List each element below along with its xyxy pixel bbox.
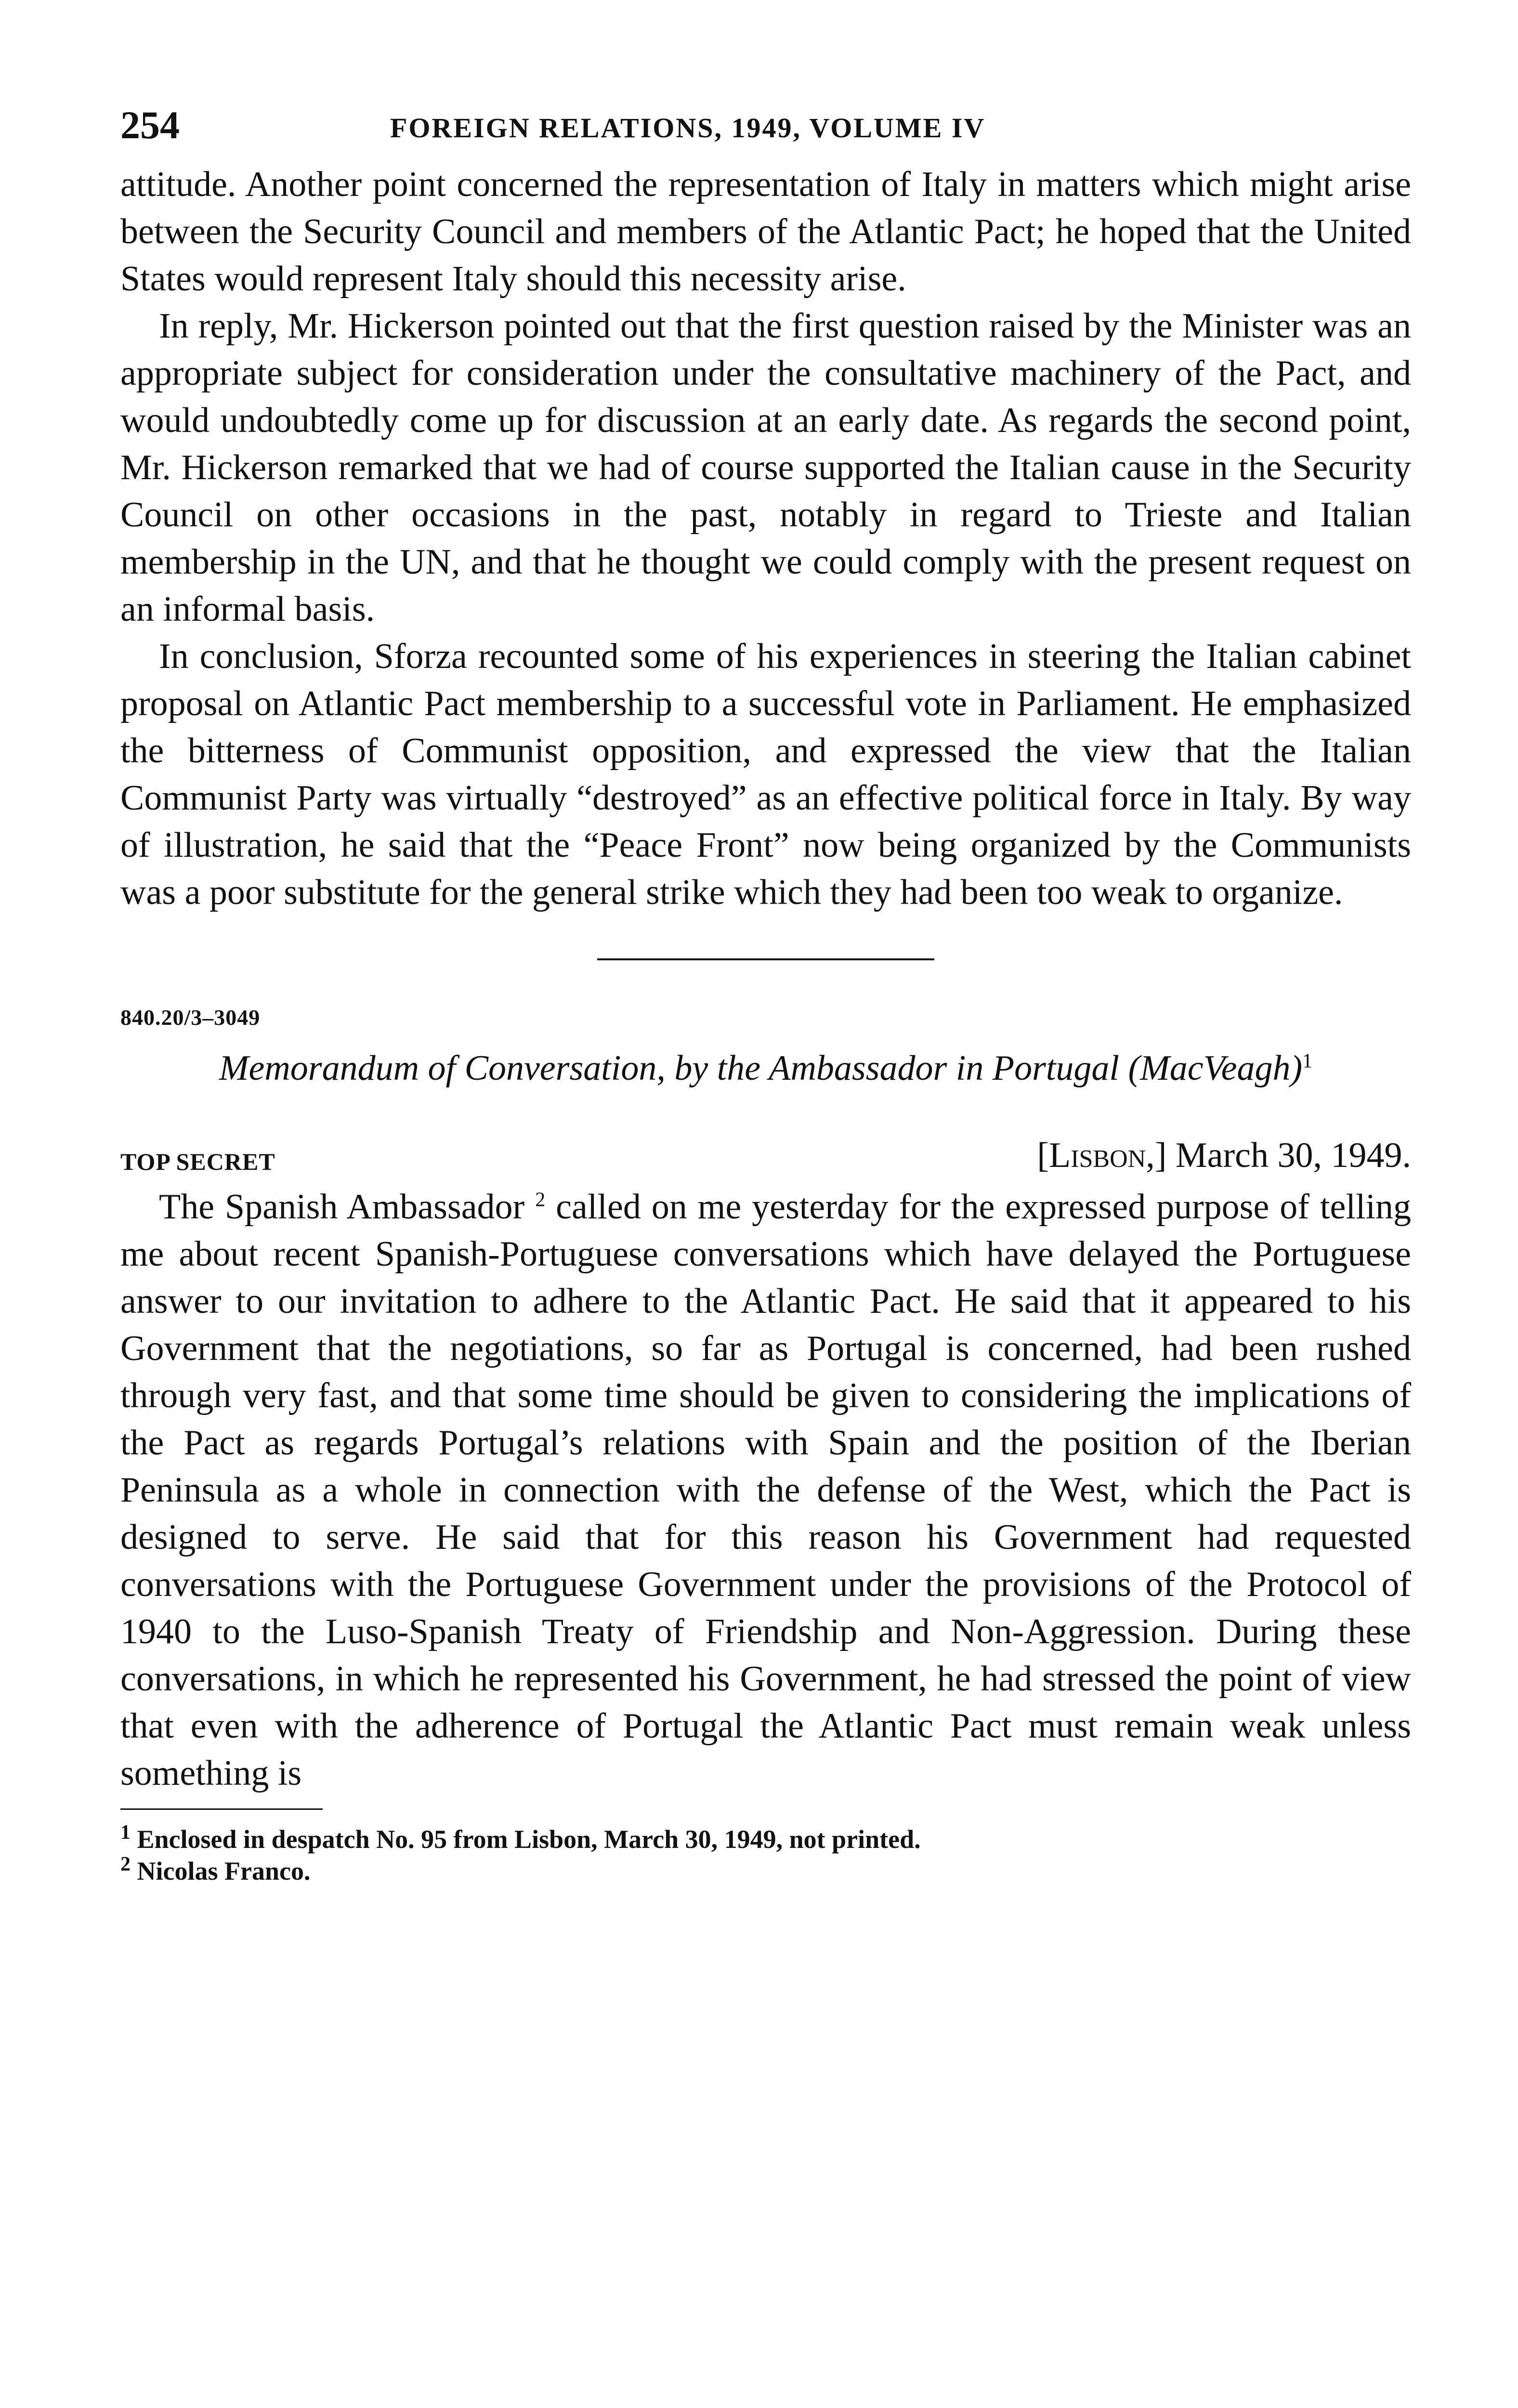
memorandum-body: [120, 1183, 1411, 1797]
place-date: [1037, 1135, 1411, 1176]
footnote-ref: 2: [535, 1189, 546, 1211]
section-divider: [597, 958, 934, 960]
file-number: 840.20/3–3049: [120, 1005, 261, 1030]
footnote-divider: [120, 1808, 323, 1810]
paragraph-text: The Spanish Ambassador: [159, 1187, 525, 1227]
continued-section: [120, 161, 1411, 916]
dateline: [120, 1135, 1411, 1183]
footnote-ref: 1: [1302, 1050, 1313, 1073]
document-title: [120, 1045, 1411, 1092]
paragraph-text: called on me yesterday for the expressed purpose of telling me about recent Spanish-Portuguese conversations which have delayed the Portuguese answer to our invitation to adhere to the Atlantic Pact. He said that it appeared to his Government that the negotiations, so far as Portugal is concerned, had been rushed through very fast, and that some time should be given to considering the implications of the Pact as regards Portugal’s relations with Spain and the position of the Iberian Peninsula as a whole in connection with the defense of the West, which the Pact is designed to serve. He said that for this reason his Government had requested conversations with the Portuguese Government under the provisions of the Protocol of 1940 to the Luso-Spanish Treaty of Friendship and Non-Aggression. During these conversations, in which he represented his Government, he had stressed the point of view that even with the adherence of Portugal the Atlantic Pact must remain weak unless something is: [120, 1187, 1411, 1793]
footnote: [120, 1855, 1411, 1887]
footnote-marker: 2: [120, 1853, 131, 1875]
footnote-text: Nicolas Franco.: [137, 1857, 311, 1885]
footnote-marker: 1: [120, 1821, 131, 1844]
paragraph: [120, 1183, 1411, 1797]
page-number: 254: [120, 103, 180, 147]
classification-label: TOP SECRET: [120, 1148, 275, 1175]
paragraph: attitude. Another point concerned the representation of Italy in matters which might arise between the Security Council and members of the Atlantic Pact; he hoped that the United States would represent Italy should this necessity arise.: [120, 165, 1411, 299]
place: [Lisbon,]: [1037, 1136, 1167, 1175]
document-title-text: Memorandum of Conversation, by the Ambassador in Portugal (MacVeagh): [219, 1048, 1303, 1088]
paragraph: In conclusion, Sforza recounted some of his experiences in steering the Italian cabinet proposal on Atlantic Pact membership to a successful vote in Parliament. He emphasized the bitterness of Communist opposition, and expressed the view that the Italian Communist Party was virtually “destroyed” as an effective political force in Italy. By way of illustration, he said that the “Peace Front” now being organized by the Communists was a poor substitute for the general strike which they had been too weak to organize.: [120, 637, 1411, 912]
paragraph: In reply, Mr. Hickerson pointed out that the first question raised by the Minister was an appropriate subject for consideration under the consultative machinery of the Pact, and would undoubtedly come up for discussion at an early date. As regards the second point, Mr. Hickerson remarked that we had of course supported the Italian cause in the Security Council on other occasions in the past, notably in regard to Trieste and Italian membership in the UN, and that he thought we could comply with the present request on an informal basis.: [120, 306, 1411, 629]
footnote: [120, 1823, 1411, 1855]
document-page: [120, 96, 1411, 1887]
footnotes: [120, 1823, 1411, 1887]
footnote-text: Enclosed in despatch No. 95 from Lisbon, March 30, 1949, not printed.: [137, 1825, 921, 1854]
running-head: [120, 96, 1411, 154]
running-title: FOREIGN RELATIONS, 1949, VOLUME IV: [390, 112, 986, 144]
date: March 30, 1949.: [1175, 1136, 1411, 1175]
